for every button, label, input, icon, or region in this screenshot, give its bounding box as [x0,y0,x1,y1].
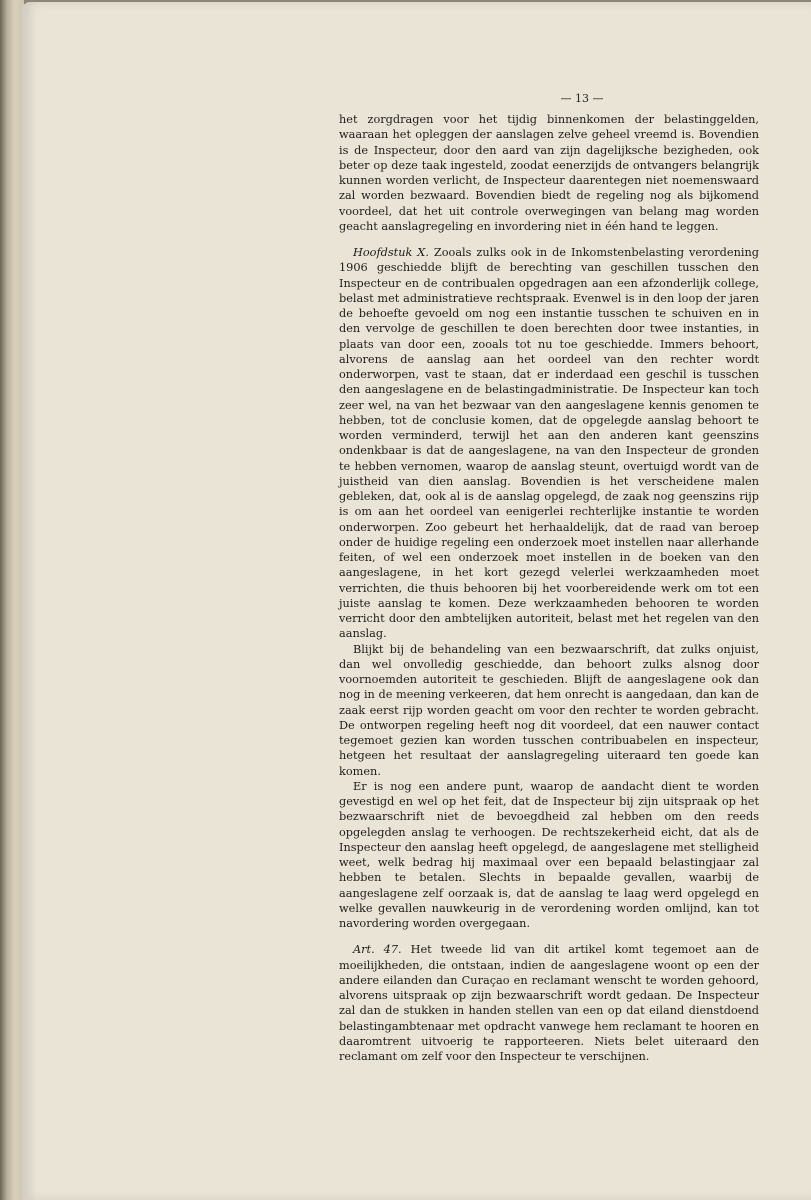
section-heading-art-47: Art. 47. [353,943,402,957]
paragraph-3 [339,642,759,779]
paragraph-art-47 [339,942,759,1064]
body-text [339,112,759,1064]
paragraph-hoofdstuk-x [339,245,759,642]
section-heading-hoofdstuk-x: Hoofdstuk X. [353,246,429,259]
paragraph-1 [339,112,759,234]
paragraph-4 [339,779,759,932]
previous-page-edges [0,0,24,1200]
paragraph-1-text: het zorgdragen voor het tijdig binnenkomen der belastinggelden, waaraan het opleggen der aanslagen zelve geheel vreemd is. Bovendien is de Inspecteur, door den aard van zijn dagelijksche bezigheden, ook beter op deze taak ingesteld, zoodat eenerzijds de ontvangers belangrijk kunnen worden verlicht, de Inspecteur daarentegen niet noemenswaard zal worden bezwaard. Bovendien biedt de regeling nog als bijkomend voordeel, dat het uit controle overwegingen van belang mag worden geacht aanslagregeling en invordering niet in één hand te leggen. [339,113,759,233]
paragraph-4-text: Er is nog een andere punt, waarop de aandacht dient te worden gevestigd en wel op het feit, dat de Inspecteur bij zijn uitspraak op het bezwaarschrift niet de bevoegdheid zal hebben om den reeds opgelegden anslag te verhoogen. De rechtszekerheid eicht, dat als de Inspecteur den aanslag heeft opgelegd, de aangeslagene met stelligheid weet, welk bedrag hij maximaal over een bepaald belastingjaar zal hebben te betalen. Slechts in bepaalde gevallen, waarbij de aangeslagene zelf oorzaak is, dat de aanslag te laag werd opgelegd en welke gevallen nauwkeurig in de verordening worden omlijnd, kan tot navordering worden overgegaan. [339,779,759,930]
paragraph-3-text: Blijkt bij de behandeling van een bezwaarschrift, dat zulks onjuist, dan wel onvolledig geschiedde, dan behoort zulks alsnog door voornoemden autoriteit te geschieden. Blijft de aangeslagene ook dan nog in de meening verkeeren, dat hem onrecht is aangedaan, dan kan de zaak eerst rijp worden geacht om voor den rechter te worden gebracht. De ontworpen regeling heeft nog dit voordeel, dat een nauwer contact tegemoet gezien kan worden tusschen contribuabelen en inspecteur, hetgeen het resultaat der aanslagregeling uiteraard ten goede kan komen. [339,642,759,778]
paragraph-2-text: Zooals zulks ook in de Inkomstenbelasting verordening 1906 geschiedde blijft de berechting van geschillen tusschen den Inspecteur en de contribualen opgedragen aan een afzonderlijk college, belast met administratieve rechtspraak. Evenwel is in den loop der jaren de behoefte gevoeld om nog een instantie tusschen te schuiven en in den vervolge de geschillen te doen berechten door twee instanties, in plaats van door een, zooals tot nu toe geschiedde. Immers behoort, alvorens de aanslag aan het oordeel van den rechter wordt onderworpen, vast te staan, dat er inderdaad een geschil is tusschen den aangeslagene en de belastingadministratie. De Inspecteur kan toch zeer wel, na van het bezwaar van den aangeslagene kennis genomen te hebben, tot de conclusie komen, dat de opgelegde aanslag behoort te worden verminderd, terwijl het aan den anderen kant geenszins ondenkbaar is dat de aangeslagene, na van den Inspecteur de gronden te hebben vernomen, waarop de aanslag steunt, overtuigd wordt van de juistheid van dien aanslag. Bovendien is het verscheidene malen gebleken, dat, ook al is de aanslag opgelegd, de zaak nog geenszins rijp is om aan het oordeel van eenigerlei rechterlijke instantie te worden onderworpen. Zoo gebeurt het herhaaldelijk, dat de raad van beroep onder de huidige regeling een onderzoek moet instellen naar allerhande feiten, of wel een onderzoek moet instellen in de boeken van den aangeslagene, in het kort gezegd velerlei werkzaamheden moet verrichten, die thuis behooren bij het voorbereidende werk om tot een juiste aanslag te komen. Deze werkzaamheden behooren te worden verricht door den ambtelijken autoriteit, belast met het regelen van den aanslag. [339,246,759,641]
page-number: — 13 — [560,92,604,105]
paragraph-5-text: Het tweede lid van dit artikel komt tegemoet aan de moeilijkheden, die ontstaan, indien de aangeslagene woont op een der andere eilanden dan Curaçao en reclamant wenscht te worden gehoord, alvorens uitspraak op zijn bezwaarschrift wordt gedaan. De Inspecteur zal dan de stukken in handen stellen van een op dat eiland dienstdoend belastingambtenaar met opdracht vanwege hem reclamant te hooren en daaromtrent uitvoerig te rapporteeren. Niets belet uiteraard den reclamant om zelf voor den Inspecteur te verschijnen. [339,943,759,1063]
